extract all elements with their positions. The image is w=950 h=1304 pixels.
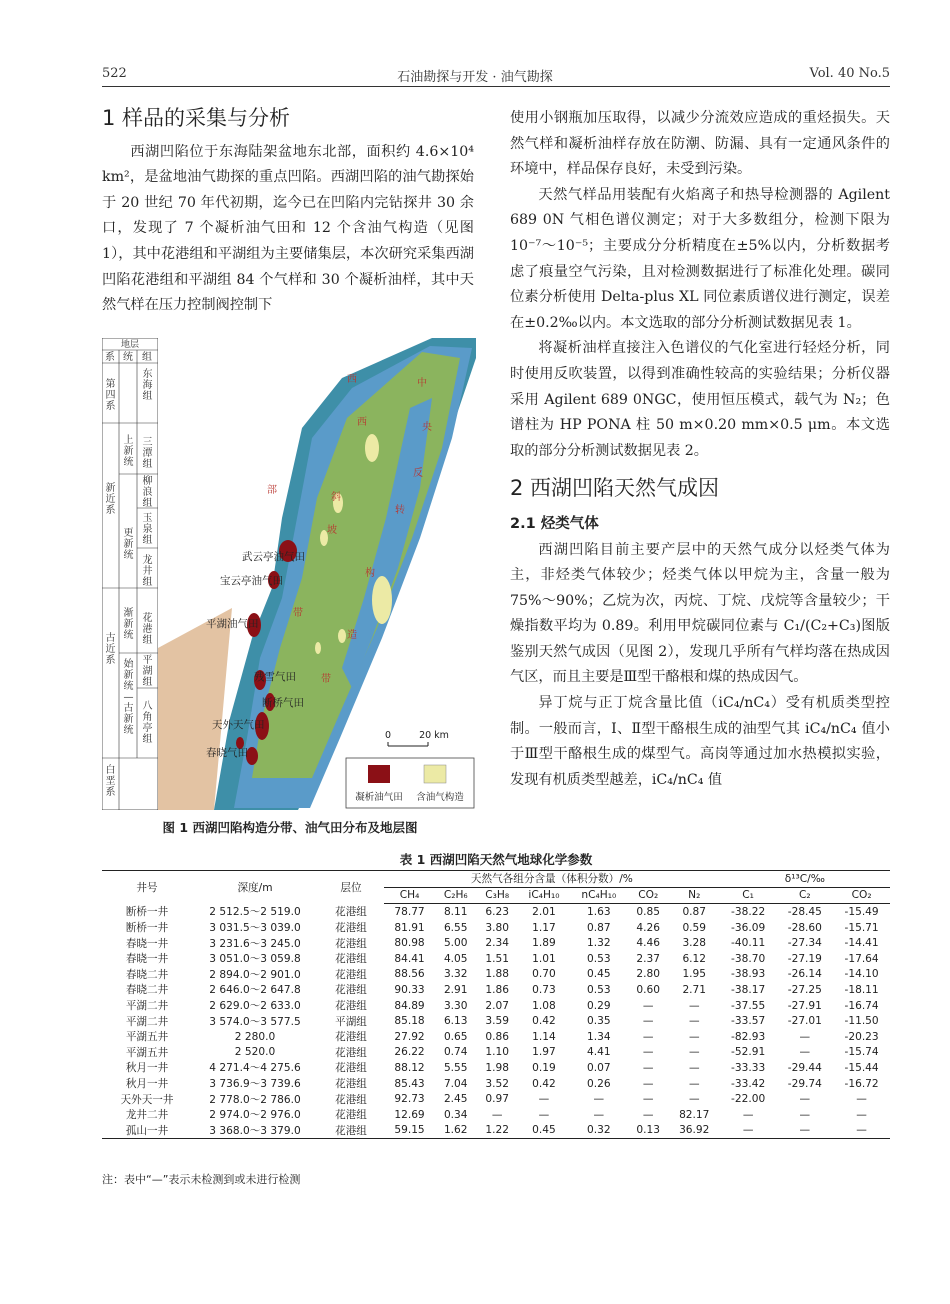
- formation-liulang: 柳浪组: [142, 476, 153, 509]
- series-pliocene: 上新统: [123, 435, 134, 468]
- legend-swatch-field: [368, 765, 390, 783]
- table-cell: 2.45: [443, 1093, 468, 1106]
- table-cell: —: [642, 1015, 654, 1028]
- table-cell: —: [642, 1046, 654, 1059]
- col-head-system: 系: [105, 352, 115, 363]
- table-cell: 3.52: [485, 1077, 509, 1090]
- table-cell: 78.77: [394, 905, 425, 918]
- table-cell: —: [833, 1123, 890, 1139]
- table-cell: 1.89: [532, 937, 556, 950]
- table-row: [102, 967, 890, 983]
- th-comp-4: nC₄H₁₀: [570, 887, 628, 904]
- field-label-canxue: 残雪气田: [254, 671, 296, 683]
- table-cell: 81.91: [394, 921, 425, 934]
- section2-title: 2 西湖凹陷天然气成因: [510, 476, 720, 501]
- table-cell: 0.85: [636, 905, 660, 918]
- table-cell: 7.04: [443, 1077, 468, 1090]
- legend-label-field: 凝析油气田: [355, 792, 403, 803]
- table-cell: 春晓一井: [125, 937, 169, 950]
- table-cell: 1.34: [587, 1030, 611, 1043]
- table-cell: —: [593, 1093, 605, 1106]
- table-cell: —: [799, 1093, 811, 1106]
- table-cell: 1.01: [532, 952, 556, 965]
- table-cell: 2.71: [682, 983, 707, 996]
- section1-title: 1 样品的采集与分析: [102, 106, 291, 130]
- zone-label-center-7: 带: [321, 674, 331, 685]
- th-iso-2: CO₂: [833, 887, 890, 904]
- table-cell: 花港组: [335, 1109, 367, 1122]
- table-cell: 27.92: [394, 1030, 425, 1043]
- formation-bajiaoting: 八角亭组: [142, 701, 153, 745]
- table-cell: —: [642, 1077, 654, 1090]
- table-cell: -29.74: [787, 1077, 822, 1090]
- table-cell: 1.32: [587, 937, 611, 950]
- col-head-formation: 组: [142, 352, 152, 363]
- table-cell: 0.53: [587, 983, 611, 996]
- table1-note: 注：表中“—”表示未检测到或未进行检测: [102, 1173, 301, 1186]
- legend-label-structure: 含油气构造: [416, 792, 464, 803]
- table-cell: 花港组: [335, 937, 367, 950]
- section1-paragraph-1-continued: 使用小钢瓶加压取得，以减少分流效应造成的重烃损失。天然气样和凝析油样存放在防潮、防漏、具有一定通风条件的环境中，样品保存良好，未受到污染。: [510, 110, 890, 178]
- table-cell: 春晓二井: [125, 984, 169, 997]
- system-quaternary: 第四系: [105, 379, 116, 412]
- th-layer: 层位: [318, 871, 384, 904]
- table-cell: -27.34: [787, 937, 822, 950]
- table-cell: 花港组: [335, 1078, 367, 1091]
- table-cell: 2.34: [485, 937, 509, 950]
- table-cell: 2 520.0: [234, 1046, 276, 1059]
- map-legend: [346, 758, 474, 808]
- table-cell: 36.92: [669, 1123, 720, 1139]
- table-row: [102, 1091, 890, 1107]
- table-cell: 平湖组: [335, 1015, 367, 1028]
- table-cell: —: [688, 999, 700, 1012]
- table-cell: -33.33: [731, 1061, 766, 1074]
- table-cell: 1.17: [532, 921, 556, 934]
- table-cell: —: [720, 1123, 777, 1139]
- table-cell: 1.08: [532, 999, 556, 1012]
- table-cell: -18.11: [844, 983, 879, 996]
- table-cell: 1.51: [485, 952, 509, 965]
- table-cell: 84.41: [394, 952, 425, 965]
- table-cell: 0.32: [570, 1123, 628, 1139]
- table-cell: 3.28: [682, 937, 707, 950]
- table-cell: -15.49: [844, 905, 879, 918]
- table-cell: 3.59: [485, 1015, 509, 1028]
- table-cell: —: [856, 1108, 867, 1121]
- table-cell: 0.87: [587, 921, 611, 934]
- formation-huagang: 花港组: [142, 613, 153, 646]
- table-cell: —: [491, 1108, 503, 1121]
- table-cell: 4 271.4～4 275.6: [209, 1062, 301, 1075]
- table-cell: 3 368.0～3 379.0: [192, 1123, 318, 1139]
- th-comp-0: CH₄: [384, 887, 435, 904]
- zone-label-center-6: 造: [347, 630, 357, 641]
- table-row: [102, 1045, 890, 1061]
- table-cell: 0.87: [682, 905, 707, 918]
- table-row: [102, 951, 890, 967]
- table-cell: -15.74: [844, 1046, 879, 1059]
- table-cell: 85.43: [394, 1077, 425, 1090]
- table-cell: -52.91: [731, 1046, 766, 1059]
- table-cell: 2.07: [485, 999, 509, 1012]
- th-depth: 深度/m: [192, 871, 318, 904]
- table-cell: 1.98: [485, 1061, 509, 1074]
- table-cell: 26.22: [394, 1046, 425, 1059]
- subsection-2-1-title: 2.1 烃类气体: [510, 515, 599, 532]
- table-cell: —: [538, 1108, 550, 1121]
- col-head-series: 统: [123, 352, 133, 363]
- formation-santan: 三潭组: [142, 437, 153, 470]
- page-number: 522: [102, 66, 127, 81]
- table-cell: 1.88: [485, 968, 509, 981]
- table-cell: -11.50: [844, 1015, 879, 1028]
- table-cell: 3 574.0～3 577.5: [209, 1015, 301, 1028]
- table-cell: 0.70: [532, 968, 556, 981]
- journal-title: 石油勘探与开发 · 油气勘探: [397, 70, 553, 85]
- field-label-pinghu: 平湖油气田: [206, 618, 259, 630]
- table-cell: 0.35: [587, 1015, 611, 1028]
- table-cell: 0.45: [518, 1123, 570, 1139]
- table-cell: 0.45: [587, 968, 611, 981]
- th-isotope-group: δ¹³C/‰: [720, 871, 890, 888]
- system-paleogene: 古近系: [105, 633, 116, 666]
- table-cell: 平湖五井: [125, 1031, 169, 1044]
- table-cell: —: [688, 1093, 700, 1106]
- table-cell: 2 974.0～2 976.0: [209, 1109, 301, 1122]
- table-cell: 孤山一井: [102, 1123, 192, 1139]
- table-cell: 3.30: [443, 999, 468, 1012]
- field-label-tianwaitian: 天外天气田: [212, 719, 265, 731]
- table-cell: -38.22: [731, 905, 766, 918]
- table-cell: 2.91: [443, 983, 468, 996]
- table-cell: -33.57: [731, 1015, 766, 1028]
- table-cell: -36.09: [731, 921, 766, 934]
- table-cell: 秋月一井: [125, 1062, 169, 1075]
- table-cell: 5.55: [443, 1061, 468, 1074]
- table-cell: 0.53: [587, 952, 611, 965]
- table-cell: 80.98: [394, 937, 425, 950]
- table-cell: 0.59: [682, 921, 707, 934]
- table-cell: 1.10: [485, 1046, 509, 1059]
- table-cell: 82.17: [679, 1108, 710, 1121]
- table-cell: 2.37: [636, 952, 660, 965]
- table-cell: 花港组: [335, 953, 367, 966]
- scale-label-20km: 20 km: [419, 730, 449, 741]
- zone-label-center-2: 央: [422, 422, 432, 433]
- th-comp-2: C₃H₈: [476, 887, 517, 904]
- table-cell: 0.60: [636, 983, 660, 996]
- table-row: [102, 1107, 890, 1123]
- table1-caption: 表 1 西湖凹陷天然气地球化学参数: [399, 852, 593, 867]
- table-cell: -38.93: [731, 968, 766, 981]
- table-cell: 花港组: [335, 1031, 367, 1044]
- table-cell: —: [538, 1093, 550, 1106]
- table-cell: —: [688, 1046, 700, 1059]
- table-cell: 花港组: [335, 1000, 367, 1013]
- table-cell: 88.56: [394, 968, 425, 981]
- table-cell: 断桥一井: [125, 906, 169, 919]
- table-cell: 3 051.0～3 059.8: [209, 953, 301, 966]
- table-cell: -16.74: [844, 999, 879, 1012]
- th-comp-3: iC₄H₁₀: [518, 887, 570, 904]
- table-cell: 春晓二井: [125, 968, 169, 981]
- table-cell: -28.45: [787, 905, 822, 918]
- table-cell: 59.15: [384, 1123, 435, 1139]
- table-cell: 花港组: [335, 968, 367, 981]
- table-cell: -29.44: [787, 1061, 822, 1074]
- table-cell: 秋月一井: [125, 1078, 169, 1091]
- legend-swatch-structure: [424, 765, 446, 783]
- table-cell: 12.69: [394, 1108, 425, 1121]
- table-cell: —: [799, 1108, 811, 1121]
- table-cell: 5.00: [443, 937, 468, 950]
- table-cell: -15.71: [844, 921, 879, 934]
- section1-paragraph-3: 将凝析油样直接注入色谱仪的气化室进行轻烃分析，同时使用反吹装置，以得到准确性较高的实验结果；分析仪器采用 Agilent 689 0NGC，使用恒压模式，载气为 N₂；色谱柱为 HP PONA 柱 50 m×0.20 mm×0.5 μm。本文选取的部分分析测试数据见表 2。: [510, 340, 890, 459]
- table-cell: 1.62: [435, 1123, 476, 1139]
- table-cell: -33.42: [731, 1077, 766, 1090]
- table-cell: 8.11: [443, 905, 468, 918]
- table-cell: 2 629.0～2 633.0: [209, 1000, 301, 1013]
- zone-label-west-5: 坡: [327, 525, 337, 536]
- table-cell: 6.13: [443, 1015, 468, 1028]
- table-cell: -37.55: [731, 999, 766, 1012]
- table-cell: 花港组: [335, 1046, 367, 1059]
- table-cell: 平湖二井: [125, 1015, 169, 1028]
- section2-paragraph-2: 异丁烷与正丁烷含量比值（iC₄/nC₄）受有机质类型控制。一般而言，Ⅰ、Ⅱ型干酪根生成的油型气其 iC₄/nC₄ 值小于Ⅲ型干酪根生成的煤型气。高岗等通过加水热模拟实验，发现有机质类型越差，iC₄/nC₄ 值: [510, 695, 890, 788]
- table-cell: -14.10: [844, 968, 879, 981]
- table-cell: 2 280.0: [234, 1030, 276, 1043]
- figure1-map: [102, 338, 476, 810]
- table-cell: 花港组: [335, 984, 367, 997]
- table-cell: 1.63: [587, 905, 611, 918]
- table-cell: 0.65: [443, 1030, 468, 1043]
- table-cell: 90.33: [394, 983, 425, 996]
- header-rule: [102, 86, 890, 87]
- zone-label-center-1: 中: [417, 378, 427, 389]
- table-cell: 2 778.0～2 786.0: [209, 1093, 301, 1106]
- table-cell: -82.93: [731, 1030, 766, 1043]
- formation-longjing: 龙井组: [142, 555, 153, 588]
- table-cell: -27.19: [787, 952, 822, 965]
- table-cell: 花港组: [335, 906, 367, 919]
- table-cell: 3 736.9～3 739.6: [209, 1078, 301, 1091]
- table-cell: 6.23: [485, 905, 509, 918]
- table-cell: 1.22: [476, 1123, 517, 1139]
- system-neogene: 新近系: [105, 483, 116, 516]
- table-cell: -15.44: [844, 1061, 879, 1074]
- table-cell: 2.01: [532, 905, 556, 918]
- table-cell: —: [688, 1061, 700, 1074]
- figure1-caption: 图 1 西湖凹陷构造分带、油气田分布及地层图: [162, 820, 418, 835]
- th-iso-1: C₂: [776, 887, 833, 904]
- table-cell: 6.55: [443, 921, 468, 934]
- table-row: [102, 1060, 890, 1076]
- series-oligocene: 渐新统: [123, 608, 134, 641]
- table-cell: 0.42: [532, 1015, 556, 1028]
- section1-paragraph-1: 西湖凹陷位于东海陆架盆地东北部，面积约 4.6×10⁴ km²，是盆地油气勘探的重点凹陷。西湖凹陷的油气勘探始于 20 世纪 70 年代初期，迄今已在凹陷内完钻探井 30 余口，发现了 7 个凝析油气田和 12 个含油气构造（见图 1），其中花港组和平湖组为主要储集层，本次研究采集西湖凹陷花港组和平湖组 84 个气样和 30 个凝析油样，其中天然气样在压力控制阀控制下: [102, 143, 474, 314]
- scale-label-0: 0: [384, 730, 392, 741]
- table-cell: 平湖二井: [125, 1000, 169, 1013]
- table-cell: -14.41: [844, 937, 879, 950]
- table-cell: 1.97: [532, 1046, 556, 1059]
- field-label-duanqiao: 断桥气田: [262, 697, 304, 709]
- table-row: [102, 1029, 890, 1045]
- th-well: 井号: [102, 871, 192, 904]
- th-comp-1: C₂H₆: [435, 887, 476, 904]
- zone-label-west-6: 带: [293, 608, 303, 619]
- table-cell: —: [642, 1061, 654, 1074]
- table-cell: 天外天一井: [120, 1093, 174, 1106]
- table-cell: 92.73: [394, 1093, 425, 1106]
- table-cell: 花港组: [335, 1093, 367, 1106]
- table-cell: 0.34: [443, 1108, 468, 1121]
- table-cell: 断桥一井: [125, 922, 169, 935]
- table-cell: 花港组: [335, 922, 367, 935]
- table-cell: —: [799, 1030, 811, 1043]
- table-cell: 6.12: [682, 952, 707, 965]
- table-cell: 2 512.5～2 519.0: [209, 906, 301, 919]
- th-comp-5: CO₂: [628, 887, 669, 904]
- table-cell: 3.32: [443, 968, 468, 981]
- table-cell: 0.97: [485, 1093, 509, 1106]
- table-cell: -22.00: [731, 1093, 766, 1106]
- zone-label-west-4: 斜: [331, 492, 341, 503]
- table1: [102, 870, 890, 1139]
- table-row: [102, 904, 890, 920]
- table-cell: 0.73: [532, 983, 556, 996]
- formation-donghai: 东海组: [142, 369, 153, 402]
- table-cell: 84.89: [394, 999, 425, 1012]
- table-cell: 0.26: [587, 1077, 611, 1090]
- table-cell: 花港组: [335, 1062, 367, 1075]
- table-cell: 2 646.0～2 647.8: [209, 984, 301, 997]
- table-cell: —: [642, 999, 654, 1012]
- table-row: [102, 982, 890, 998]
- zone-label-west-1: 西: [347, 374, 357, 385]
- field-label-baoyunting: 宝云亭油气田: [220, 575, 283, 587]
- table-row: [102, 1123, 890, 1139]
- system-cretaceous: 白垩系: [105, 765, 116, 798]
- zone-label-center-4: 转: [395, 505, 405, 516]
- table-cell: —: [799, 1046, 811, 1059]
- table-cell: -26.14: [787, 968, 822, 981]
- section2-paragraph-1: 西湖凹陷目前主要产层中的天然气成分以烃类气体为主，非烃类气体较少；烃类气体以甲烷为主，含量一般为 75%～90%；乙烷为次，丙烷、丁烷、戊烷等含量较少；干燥指数平均为 0.89。利用甲烷碳同位素与 C₁/(C₂+C₃)图版鉴别天然气成因（见图 2），发现几乎所有气样均落在热成因气区，而且主要是Ⅲ型干酪根和煤的热成因气。: [510, 541, 890, 686]
- th-iso-0: C₁: [720, 887, 777, 904]
- series-eocene-paleocene: 始新统—古新统: [123, 659, 134, 736]
- table-row: [102, 920, 890, 936]
- volume-number: Vol. 40 No.5: [809, 66, 890, 81]
- table-cell: -20.23: [844, 1030, 879, 1043]
- table-cell: 4.46: [636, 937, 660, 950]
- table-cell: 1.14: [532, 1030, 556, 1043]
- table-cell: -17.64: [844, 952, 879, 965]
- table-cell: 0.07: [587, 1061, 611, 1074]
- table-cell: 0.29: [587, 999, 611, 1012]
- table-cell: -27.91: [787, 999, 822, 1012]
- table-cell: 3 231.6～3 245.0: [209, 937, 301, 950]
- zone-label-west-3: 部: [267, 485, 277, 496]
- zone-label-center-3: 反: [413, 468, 423, 479]
- table-cell: —: [688, 1015, 700, 1028]
- table-cell: 2 894.0～2 901.0: [209, 968, 301, 981]
- strat-header: 地层: [120, 340, 140, 350]
- table-cell: —: [642, 1030, 654, 1043]
- th-composition-group: 天然气各组分含量（体积分数）/%: [384, 871, 720, 888]
- table-cell: —: [856, 1093, 867, 1106]
- table-cell: -27.01: [787, 1015, 822, 1028]
- field-label-chunxiao: 春晓气田: [206, 747, 248, 759]
- table-cell: -38.17: [731, 983, 766, 996]
- table-cell: -27.25: [787, 983, 822, 996]
- table-cell: 4.05: [443, 952, 468, 965]
- table-cell: 龙井二井: [125, 1109, 169, 1122]
- right-column: [510, 106, 890, 793]
- table-cell: —: [593, 1108, 605, 1121]
- table-cell: 0.19: [532, 1061, 556, 1074]
- table-cell: 1.86: [485, 983, 509, 996]
- table-cell: 85.18: [394, 1015, 425, 1028]
- table-cell: —: [642, 1093, 654, 1106]
- table-cell: 3.80: [485, 921, 509, 934]
- section1-paragraph-2: 天然气样品用装配有火焰离子和热导检测器的 Agilent 689 0N 气相色谱仪测定；对于大多数组分，检测下限为 10⁻⁷～10⁻⁵；主要成分分析精度在±5%以内，分析数据考虑了痕量空气污染，且对检测数据进行了标准化处理。碳同位素分析使用 Delta-plus XL 同位素质谱仪进行测定，误差在±0.2‰以内。本文选取的部分分析测试数据见表 1。: [510, 186, 890, 331]
- table-cell: 0.74: [443, 1046, 468, 1059]
- table-cell: 4.26: [636, 921, 660, 934]
- table-row: [102, 1013, 890, 1029]
- table-cell: -16.72: [844, 1077, 879, 1090]
- field-label-wuyunting: 武云亭油气田: [242, 551, 305, 563]
- table-cell: 2.80: [636, 968, 660, 981]
- table-cell: -40.11: [731, 937, 766, 950]
- table-row: [102, 998, 890, 1014]
- left-column: [102, 106, 474, 319]
- table-row: [102, 935, 890, 951]
- series-miocene: 更新统: [123, 528, 134, 561]
- table-cell: 0.42: [532, 1077, 556, 1090]
- table-cell: 花港组: [318, 1123, 384, 1139]
- table-row: [102, 1076, 890, 1092]
- table-cell: 4.41: [587, 1046, 611, 1059]
- table-cell: 88.12: [394, 1061, 425, 1074]
- table-cell: —: [642, 1108, 654, 1121]
- zone-label-west-2: 西: [357, 417, 367, 428]
- table-cell: —: [688, 1030, 700, 1043]
- table-cell: -38.70: [731, 952, 766, 965]
- th-comp-6: N₂: [669, 887, 720, 904]
- table-cell: —: [776, 1123, 833, 1139]
- table-cell: 1.95: [682, 968, 707, 981]
- table-cell: 0.86: [485, 1030, 509, 1043]
- zone-label-center-5: 构: [365, 568, 375, 579]
- table-cell: -28.60: [787, 921, 822, 934]
- table-cell: 春晓一井: [125, 953, 169, 966]
- formation-pinghu: 平湖组: [142, 655, 153, 688]
- table-cell: 平湖五井: [125, 1046, 169, 1059]
- formation-yuquan: 玉泉组: [142, 513, 153, 546]
- table-cell: 0.13: [628, 1123, 669, 1139]
- table-cell: —: [742, 1108, 754, 1121]
- table-cell: 3 031.5～3 039.0: [209, 922, 301, 935]
- table-cell: —: [688, 1077, 700, 1090]
